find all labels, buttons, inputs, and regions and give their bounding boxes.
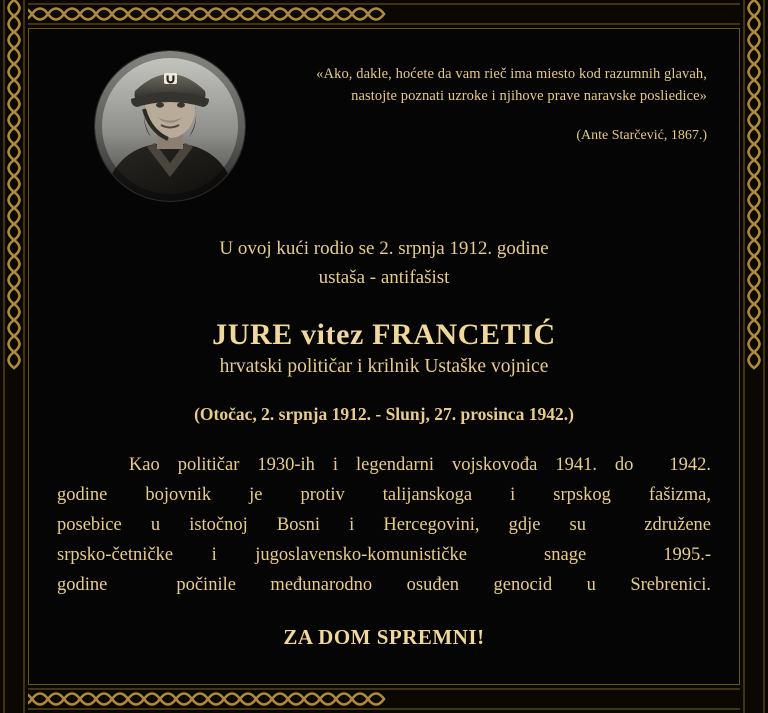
slogan-text: ZA DOM SPREMNI! <box>283 624 485 649</box>
biography-line: posebice u istočnoj Bosni i Hercegovini, gdje su združene <box>57 514 711 535</box>
person-subtitle: hrvatski političar i krilnik Ustaške vojnice <box>219 356 549 377</box>
biography-paragraph <box>53 451 715 601</box>
frame-border-right <box>740 0 768 713</box>
biography-line: Kao političar 1930-ih i legendarni vojskovođa 1941. do 1942. <box>57 455 712 475</box>
biography-line: godine bojovnik je protiv talijanskoga i srpskog fašizma, <box>57 484 711 505</box>
biography-line: srpsko-četničke i jugoslavensko-komunističke snage 1995.- <box>57 544 711 565</box>
quote-attribution: (Ante Starčević, 1867.) <box>576 127 707 143</box>
birth-line: U ovoj kući rodio se 2. srpnja 1912. godine <box>219 238 549 259</box>
quote-line-1: «Ako, dakle, hoćete da vam rieč ima miesto kod razumnih glavah, <box>316 66 707 82</box>
plaque-content <box>29 29 739 684</box>
life-dates: (Otočac, 2. srpnja 1912. - Slunj, 27. prosinca 1942.) <box>194 404 574 424</box>
quote-line-2: nastojte poznati uzroke i njihove prave naravske posliedice» <box>351 88 707 105</box>
plaque-inner-field <box>28 28 740 685</box>
person-name: JURE vitez FRANCETIĆ <box>212 318 556 351</box>
frame-border-top <box>0 0 768 28</box>
frame-border-left <box>0 0 28 713</box>
biography-line: godine počinile međunarodno osuđen genocid u Srebrenici. <box>57 574 711 595</box>
frame-border-bottom <box>0 685 768 713</box>
role-line: ustaša - antifašist <box>318 266 450 288</box>
plaque-header <box>53 43 715 201</box>
quotation-block <box>259 43 715 144</box>
plaque-body <box>53 235 715 650</box>
portrait-photo <box>95 51 245 201</box>
